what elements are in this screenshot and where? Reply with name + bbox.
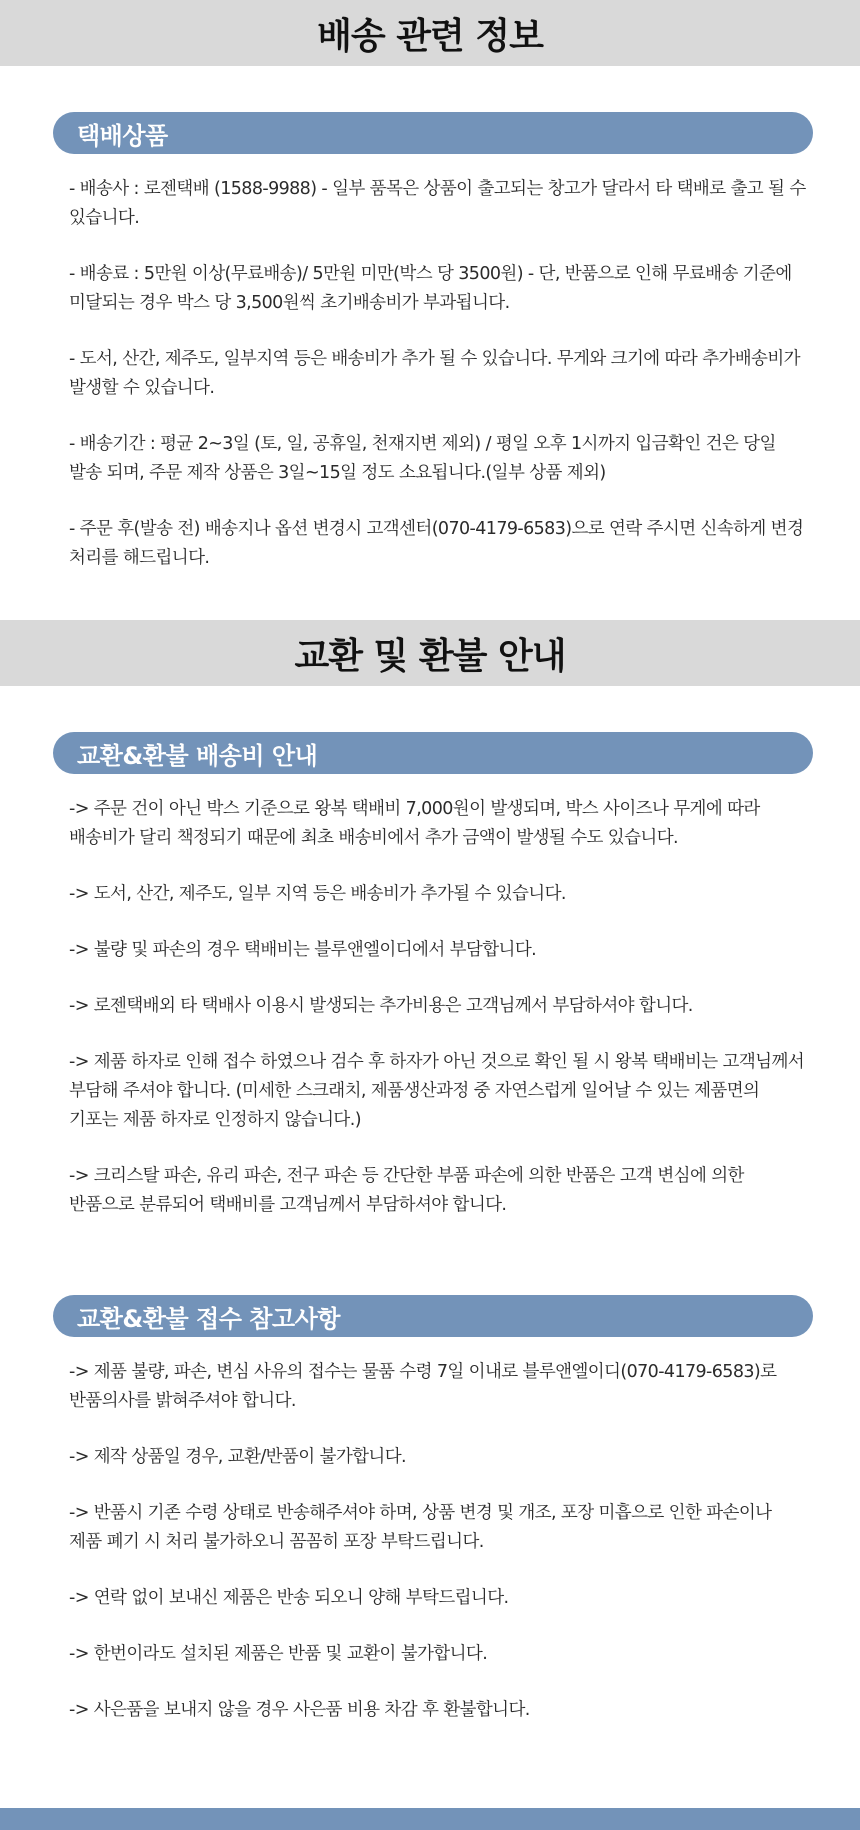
exchange-fee-item: -> 불량 및 파손의 경우 택배비는 블루앤엘이디에서 부담합니다. — [69, 940, 537, 960]
exchange-fee-section-header — [53, 732, 813, 774]
exchange-fee-item: -> 도서, 산간, 제주도, 일부 지역 등은 배송비가 추가될 수 있습니다. — [69, 884, 566, 904]
exchange-note-item: -> 제작 상품일 경우, 교환/반품이 불가합니다. — [69, 1447, 406, 1467]
exchange-fee-section-title: 교환&환불 배송비 안내 — [77, 741, 318, 770]
exchange-note-item: -> 연락 없이 보내신 제품은 반송 되오니 양해 부탁드립니다. — [69, 1588, 509, 1608]
exchange-fee-item: -> 제품 하자로 인해 접수 하였으나 검수 후 하자가 아닌 것으로 확인 될 시 왕복 택배비는 고객님께서 부담해 주셔야 합니다. (미세한 스크래치, 제품생산과정 중 자연스럽게 일어날 수 있는 제품면의 기포는 제품 하자로 인정하지 않습니다.) — [69, 1052, 805, 1130]
shipping-item-change: - 주문 후(발송 전) 배송지나 옵션 변경시 고객센터(070-4179-6583)으로 연락 주시면 신속하게 변경 처리를 해드립니다. — [69, 519, 804, 568]
exchange-note-item: -> 제품 불량, 파손, 변심 사유의 접수는 물품 수령 7일 이내로 블루앤엘이디(070-4179-6583)로 반품의사를 밝혀주셔야 합니다. — [69, 1362, 777, 1411]
exchange-note-item: -> 사은품을 보내지 않을 경우 사은품 비용 차감 후 환불합니다. — [69, 1700, 530, 1720]
shipping-item-carrier: - 배송사 : 로젠택배 (1588-9988) - 일부 품목은 상품이 출고되는 창고가 달라서 타 택배로 출고 될 수 있습니다. — [69, 179, 806, 228]
shipping-info-title: 배송 관련 정보 — [317, 15, 543, 57]
exchange-fee-item: -> 크리스탈 파손, 유리 파손, 전구 파손 등 간단한 부품 파손에 의한 반품은 고객 변심에 의한 반품으로 분류되어 택배비를 고객님께서 부담하셔야 합니다. — [69, 1166, 744, 1215]
exchange-refund-banner — [0, 620, 860, 686]
shipping-item-fee: - 배송료 : 5만원 이상(무료배송)/ 5만원 미만(박스 당 3500원) - 단, 반품으로 인해 무료배송 기준에 미달되는 경우 박스 당 3,500원씩 초기배송비가 부과됩니다. — [69, 264, 792, 313]
exchange-note-item: -> 반품시 기존 수령 상태로 반송해주셔야 하며, 상품 변경 및 개조, 포장 미흡으로 인한 파손이나 제품 폐기 시 처리 불가하오니 꼼꼼히 포장 부탁드립니다. — [69, 1503, 772, 1552]
exchange-notes-list — [69, 1358, 809, 1725]
exchange-notes-section-title: 교환&환불 접수 참고사항 — [77, 1304, 340, 1333]
courier-section-header — [53, 112, 813, 154]
exchange-note-item: -> 한번이라도 설치된 제품은 반품 및 교환이 불가합니다. — [69, 1644, 488, 1664]
footer-divider-bar — [0, 1808, 860, 1830]
shipping-info-list — [69, 175, 809, 573]
exchange-fee-item: -> 주문 건이 아닌 박스 기준으로 왕복 택배비 7,000원이 발생되며, 박스 사이즈나 무게에 따라 배송비가 달리 책정되기 때문에 최초 배송비에서 추가 금액이 발생될 수도 있습니다. — [69, 799, 760, 848]
exchange-fee-list — [69, 795, 809, 1220]
exchange-notes-section-header — [53, 1295, 813, 1337]
courier-section-title: 택배상품 — [77, 121, 168, 150]
shipping-item-remote-area: - 도서, 산간, 제주도, 일부지역 등은 배송비가 추가 될 수 있습니다. 무게와 크기에 따라 추가배송비가 발생할 수 있습니다. — [69, 349, 800, 398]
exchange-refund-title: 교환 및 환불 안내 — [294, 635, 566, 677]
exchange-fee-item: -> 로젠택배외 타 택배사 이용시 발생되는 추가비용은 고객님께서 부담하셔야 합니다. — [69, 996, 693, 1016]
shipping-item-period: - 배송기간 : 평균 2~3일 (토, 일, 공휴일, 천재지변 제외) / 평일 오후 1시까지 입금확인 건은 당일 발송 되며, 주문 제작 상품은 3일~15일 정도 소요됩니다.(일부 상품 제외) — [69, 434, 776, 483]
shipping-info-banner — [0, 0, 860, 66]
